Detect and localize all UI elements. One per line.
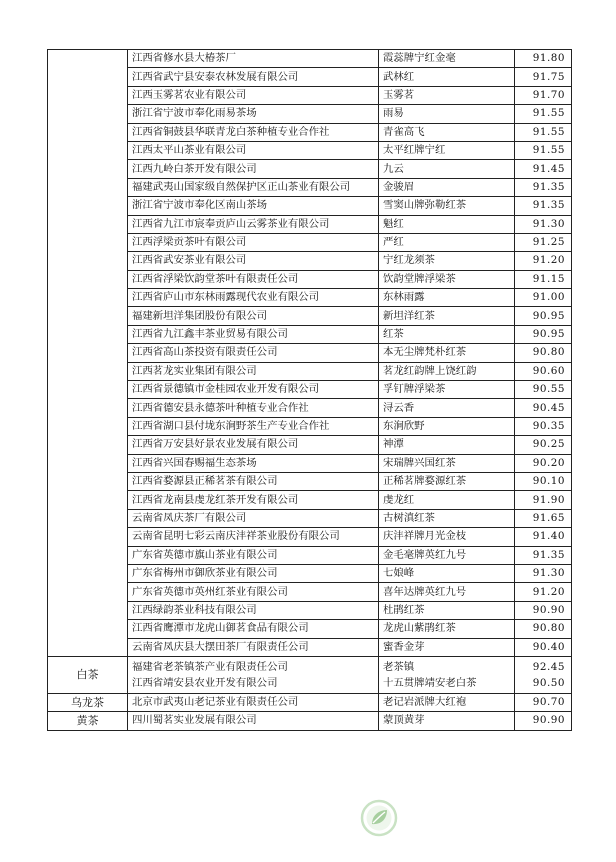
product-cell: 神潭	[379, 436, 515, 454]
product-cell: 蒙顶黄芽	[379, 712, 515, 730]
company-cell: 浙江省宁波市奉化雨易茶场	[128, 105, 379, 123]
company-cell: 江西省高山茶投资有限责任公司	[128, 344, 379, 362]
company-cell: 江西省铜鼓县华联青龙白茶种植专业合作社	[128, 123, 379, 141]
score-cell: 90.70	[515, 693, 572, 711]
table-row	[48, 693, 572, 711]
score-cell: 90.35	[515, 417, 572, 435]
product-cell: 九云	[379, 160, 515, 178]
product-cell: 武林红	[379, 68, 515, 86]
score-cell: 91.30	[515, 564, 572, 582]
company-cell: 云南省凤庆茶厂有限公司	[128, 509, 379, 527]
company-cell: 江西浮梁贡茶叶有限公司	[128, 233, 379, 251]
product-cell: 七娘峰	[379, 564, 515, 582]
company-cell: 广东省英德市旗山茶业有限公司	[128, 546, 379, 564]
score-cell: 91.25	[515, 233, 572, 251]
product-cell: 魁红	[379, 215, 515, 233]
company-cell: 福建新坦洋集团股份有限公司	[128, 307, 379, 325]
product-cell: 杜鹃红茶	[379, 601, 515, 619]
product-cell: 东林雨露	[379, 289, 515, 307]
product-cell: 正稀茗牌婺源红茶	[379, 472, 515, 490]
score-cell: 91.00	[515, 289, 572, 307]
product-cell: 茗龙红韵牌上饶红韵	[379, 362, 515, 380]
score-cell: 91.55	[515, 123, 572, 141]
score-cell: 91.20	[515, 252, 572, 270]
company-line: 江西省靖安县农业开发有限公司	[132, 676, 278, 689]
product-cell: 庆沣祥牌月光金枝	[379, 528, 515, 546]
score-cell: 90.45	[515, 399, 572, 417]
score-cell: 90.80	[515, 344, 572, 362]
company-cell: 北京市武夷山老记茶业有限责任公司	[128, 693, 379, 711]
category-cell: 黄茶	[48, 712, 128, 730]
company-cell: 江西省鹰潭市龙虎山御茗食品有限公司	[128, 620, 379, 638]
product-cell: 霞蕊牌宁红金毫	[379, 50, 515, 68]
product-cell: 青雀高飞	[379, 123, 515, 141]
company-cell: 云南省凤庆县大摆田茶厂有限责任公司	[128, 638, 379, 656]
company-cell: 四川蜀茗实业发展有限公司	[128, 712, 379, 730]
company-cell: 江西省修水县大椿茶厂	[128, 50, 379, 68]
product-cell: 虔龙红	[379, 491, 515, 509]
score-cell	[515, 656, 572, 693]
product-cell: 红茶	[379, 325, 515, 343]
score-cell: 90.80	[515, 620, 572, 638]
company-cell: 江西太平山茶业有限公司	[128, 141, 379, 159]
score-cell: 90.90	[515, 601, 572, 619]
company-cell: 江西省九江鑫丰茶业贸易有限公司	[128, 325, 379, 343]
product-cell: 老记岩派牌大红袍	[379, 693, 515, 711]
product-cell: 宁红龙须茶	[379, 252, 515, 270]
company-cell: 江西绿韵茶业科技有限公司	[128, 601, 379, 619]
company-cell: 江西省武宁县安泰农林发展有限公司	[128, 68, 379, 86]
company-cell: 江西省浮梁饮韵堂茶叶有限责任公司	[128, 270, 379, 288]
score-cell: 91.75	[515, 68, 572, 86]
product-cell: 太平红牌宁红	[379, 141, 515, 159]
score-cell: 91.65	[515, 509, 572, 527]
company-line: 福建省老茶镇茶产业有限责任公司	[132, 660, 288, 673]
product-cell: 龙虎山紫鹃红茶	[379, 620, 515, 638]
company-cell	[128, 656, 379, 693]
product-cell: 喜年达牌英红九号	[379, 583, 515, 601]
company-cell: 广东省梅州市御欣茶业有限公司	[128, 564, 379, 582]
company-cell: 江西玉雾茗农业有限公司	[128, 86, 379, 104]
score-cell: 91.80	[515, 50, 572, 68]
product-cell: 严红	[379, 233, 515, 251]
score-cell: 91.20	[515, 583, 572, 601]
table-body	[48, 50, 572, 731]
company-cell: 广东省英德市英州红茶业有限公司	[128, 583, 379, 601]
score-cell: 90.90	[515, 712, 572, 730]
score-cell: 91.35	[515, 546, 572, 564]
company-cell: 云南省昆明七彩云南庆沣祥茶业股份有限公司	[128, 528, 379, 546]
company-cell: 江西省德安县永德茶叶种植专业合作社	[128, 399, 379, 417]
category-cell: 白茶	[48, 656, 128, 693]
product-cell: 蜜香金芽	[379, 638, 515, 656]
score-cell: 90.55	[515, 381, 572, 399]
product-cell: 雪窦山牌弥勒红茶	[379, 197, 515, 215]
score-cell: 91.30	[515, 215, 572, 233]
company-cell: 江西省婺源县正稀茗茶有限公司	[128, 472, 379, 490]
product-cell: 浔云香	[379, 399, 515, 417]
company-cell: 江西省兴国春赐福生态茶场	[128, 454, 379, 472]
score-line: 90.50	[532, 676, 565, 689]
score-cell: 90.95	[515, 307, 572, 325]
score-cell: 90.95	[515, 325, 572, 343]
company-cell: 江西茗龙实业集团有限公司	[128, 362, 379, 380]
product-cell: 本无尘牌梵朴红茶	[379, 344, 515, 362]
score-line: 92.45	[532, 660, 565, 673]
product-cell: 饮韵堂牌浮梁茶	[379, 270, 515, 288]
score-cell: 91.55	[515, 141, 572, 159]
product-cell: 金毛毫牌英红九号	[379, 546, 515, 564]
company-cell: 江西省万安县好景农业发展有限公司	[128, 436, 379, 454]
product-line: 老茶镇	[383, 660, 415, 673]
score-cell: 91.40	[515, 528, 572, 546]
company-cell: 江西九岭白茶开发有限公司	[128, 160, 379, 178]
score-cell: 90.20	[515, 454, 572, 472]
company-cell: 江西省龙南县虔龙红茶开发有限公司	[128, 491, 379, 509]
product-cell: 宋瑞牌兴国红茶	[379, 454, 515, 472]
score-cell: 90.40	[515, 638, 572, 656]
table-row	[48, 50, 572, 68]
score-cell: 91.15	[515, 270, 572, 288]
table-row	[48, 712, 572, 730]
company-cell: 浙江省宁波市奉化区南山茶场	[128, 197, 379, 215]
score-cell: 91.45	[515, 160, 572, 178]
product-cell: 孚钉牌浮梁茶	[379, 381, 515, 399]
score-cell: 91.70	[515, 86, 572, 104]
product-cell: 东涧欣野	[379, 417, 515, 435]
product-cell: 金骏眉	[379, 178, 515, 196]
leaf-logo-icon	[359, 798, 399, 838]
company-cell: 江西省湖口县付垅东涧野茶生产专业合作社	[128, 417, 379, 435]
tea-ranking-table	[47, 49, 572, 731]
company-cell: 江西省武安茶业有限公司	[128, 252, 379, 270]
product-cell: 古树滇红茶	[379, 509, 515, 527]
category-cell: 乌龙茶	[48, 693, 128, 711]
company-cell: 江西省庐山市东林雨露现代农业有限公司	[128, 289, 379, 307]
company-cell: 江西省景德镇市金桂园农业开发有限公司	[128, 381, 379, 399]
category-cell-continued	[48, 50, 128, 657]
product-cell: 新坦洋红茶	[379, 307, 515, 325]
score-cell: 91.35	[515, 178, 572, 196]
company-cell: 福建武夷山国家级自然保护区正山茶业有限公司	[128, 178, 379, 196]
score-cell: 90.25	[515, 436, 572, 454]
score-cell: 90.10	[515, 472, 572, 490]
score-cell: 90.60	[515, 362, 572, 380]
table-row	[48, 656, 572, 693]
score-cell: 91.35	[515, 197, 572, 215]
product-line: 十五贯牌靖安老白茶	[383, 676, 477, 689]
score-cell: 91.55	[515, 105, 572, 123]
product-cell: 雨易	[379, 105, 515, 123]
product-cell	[379, 656, 515, 693]
score-cell: 91.90	[515, 491, 572, 509]
product-cell: 玉雾茗	[379, 86, 515, 104]
company-cell: 江西省九江市宸奉贡庐山云雾茶业有限公司	[128, 215, 379, 233]
